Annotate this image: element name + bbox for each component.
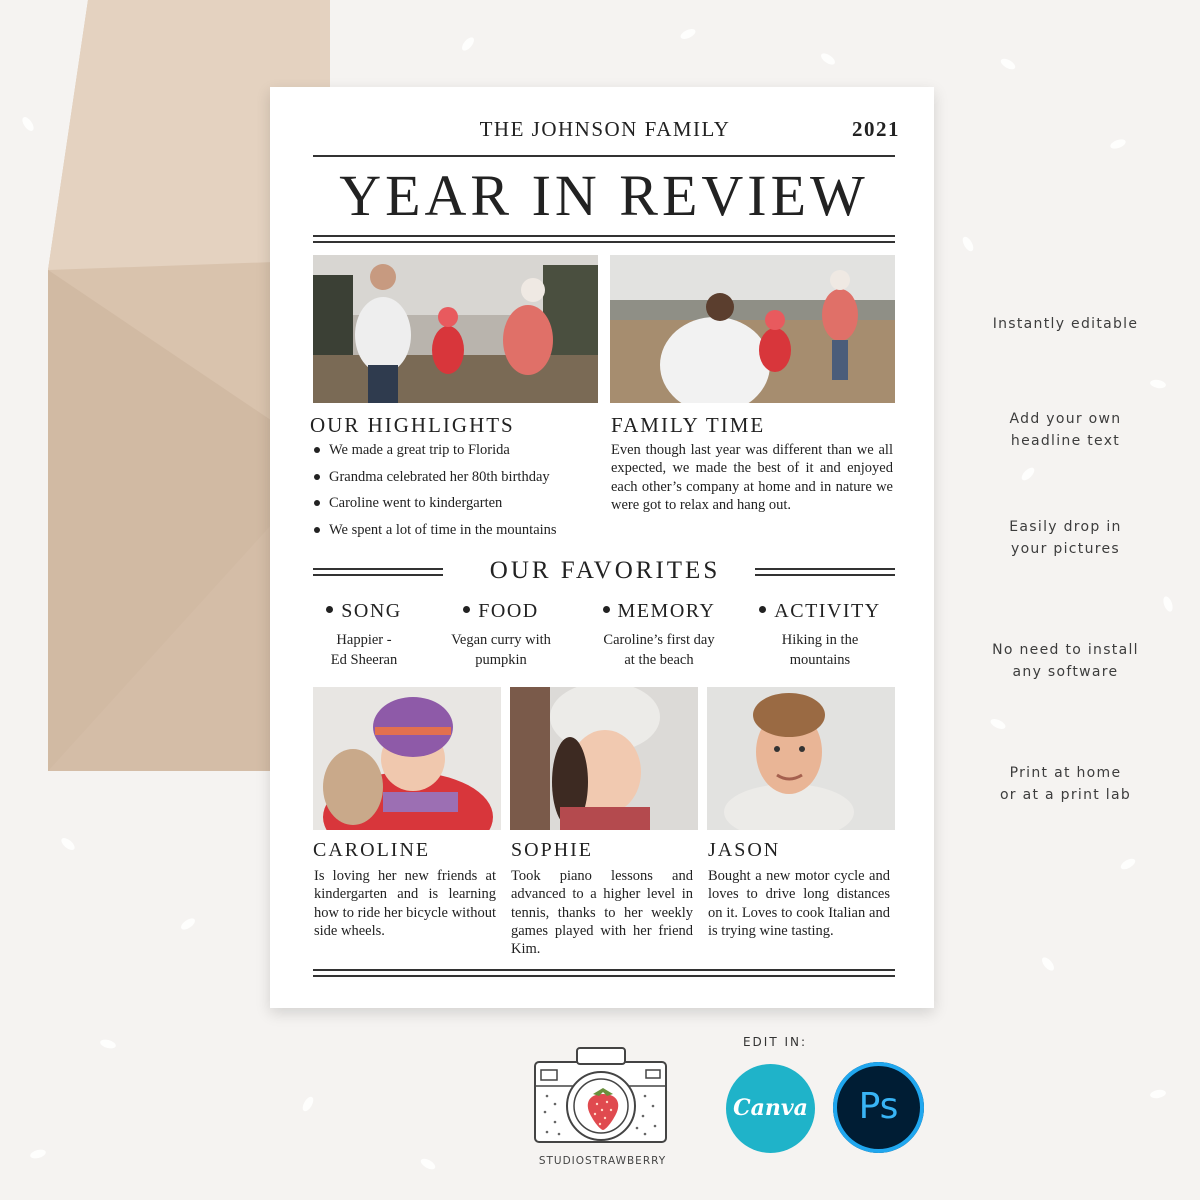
family-name[interactable]: THE JOHNSON FAMILY: [479, 117, 731, 141]
canva-logo-icon[interactable]: Canva: [726, 1064, 815, 1153]
feature-line: headline text: [1010, 433, 1121, 449]
feature-item: [968, 408, 1163, 452]
divider: [313, 975, 895, 977]
divider: [313, 969, 895, 971]
favorite-label[interactable]: FOOD: [478, 600, 539, 622]
favorites-title[interactable]: OUR FAVORITES: [489, 557, 721, 584]
feature-line: any software: [1012, 664, 1119, 680]
favorite-activity: [744, 600, 896, 670]
photo-jason[interactable]: [707, 687, 895, 830]
family-time-title[interactable]: FAMILY TIME: [611, 413, 766, 437]
page-title[interactable]: YEAR IN REVIEW: [339, 163, 869, 228]
favorite-value[interactable]: Hiking in the: [781, 632, 859, 648]
divider: [313, 241, 895, 243]
person-name[interactable]: SOPHIE: [511, 839, 594, 861]
feature-line: Instantly editable: [992, 316, 1139, 332]
list-item[interactable]: We spent a lot of time in the mountains: [312, 520, 602, 547]
feature-item: [968, 762, 1163, 806]
year[interactable]: 2021: [852, 117, 900, 141]
favorite-value[interactable]: Caroline’s first day: [603, 632, 715, 648]
person-text[interactable]: Is loving her new friends at kindergarten and is learning how to ride her bicycle without side wheels.: [314, 868, 496, 939]
newsletter-card: [270, 87, 934, 1008]
favorite-food: [425, 600, 577, 670]
person-text[interactable]: Took piano lessons and advanced to a higher level in tennis, thanks to her weekly games played with her friend Kim.: [511, 868, 693, 958]
person-name[interactable]: JASON: [708, 839, 781, 861]
bullet-icon: [603, 606, 610, 613]
feature-item: [968, 313, 1163, 335]
brand-name: STUDIOSTRAWBERRY: [538, 1155, 667, 1167]
bullet-icon: [326, 606, 333, 613]
divider: [313, 235, 895, 237]
photo-family-walk[interactable]: [313, 255, 598, 403]
highlights-list: [312, 440, 602, 546]
person-text[interactable]: Bought a new motor cycle and loves to drive long distances on it. Loves to cook Italian and is trying wine tasting.: [708, 868, 890, 939]
favorite-label[interactable]: SONG: [341, 600, 402, 622]
favorite-value[interactable]: Happier -: [336, 632, 392, 648]
photo-sophie[interactable]: [510, 687, 698, 830]
photo-family-field[interactable]: [610, 255, 895, 403]
bullet-icon: [759, 606, 766, 613]
photoshop-logo-icon[interactable]: Ps: [833, 1062, 924, 1153]
feature-line: or at a print lab: [999, 787, 1132, 803]
strawberry-icon: [583, 1082, 623, 1132]
favorite-value[interactable]: Vegan curry with: [451, 632, 551, 648]
feature-line: Print at home: [1009, 765, 1122, 781]
divider: [755, 574, 895, 576]
list-item[interactable]: Grandma celebrated her 80th birthday: [312, 467, 602, 494]
favorite-song: [288, 600, 440, 670]
divider: [313, 568, 443, 570]
family-time-text[interactable]: Even though last year was different than we all expected, we made the best of it and enjoyed each other’s company at home and in nature we were got to relax and hang out.: [611, 442, 893, 513]
divider: [755, 568, 895, 570]
favorite-label[interactable]: ACTIVITY: [774, 600, 881, 622]
person-name[interactable]: CAROLINE: [313, 839, 431, 861]
favorite-label[interactable]: MEMORY: [617, 600, 716, 622]
feature-line: No need to install: [992, 642, 1139, 658]
favorite-value[interactable]: at the beach: [624, 652, 694, 668]
divider: [313, 574, 443, 576]
feature-item: [968, 639, 1163, 683]
feature-item: [968, 516, 1163, 560]
edit-in-label: EDIT IN:: [742, 1035, 808, 1049]
divider: [313, 155, 895, 157]
feature-line: Add your own: [1009, 411, 1122, 427]
list-item[interactable]: We made a great trip to Florida: [312, 440, 602, 467]
highlights-title[interactable]: OUR HIGHLIGHTS: [310, 413, 515, 437]
feature-line: your pictures: [1010, 541, 1121, 557]
list-item[interactable]: Caroline went to kindergarten: [312, 493, 602, 520]
favorite-value[interactable]: mountains: [789, 652, 851, 668]
favorite-value[interactable]: Ed Sheeran: [330, 652, 398, 668]
feature-line: Easily drop in: [1009, 519, 1122, 535]
favorite-value[interactable]: pumpkin: [475, 652, 527, 668]
favorite-memory: [583, 600, 735, 670]
bullet-icon: [463, 606, 470, 613]
photo-caroline[interactable]: [313, 687, 501, 830]
